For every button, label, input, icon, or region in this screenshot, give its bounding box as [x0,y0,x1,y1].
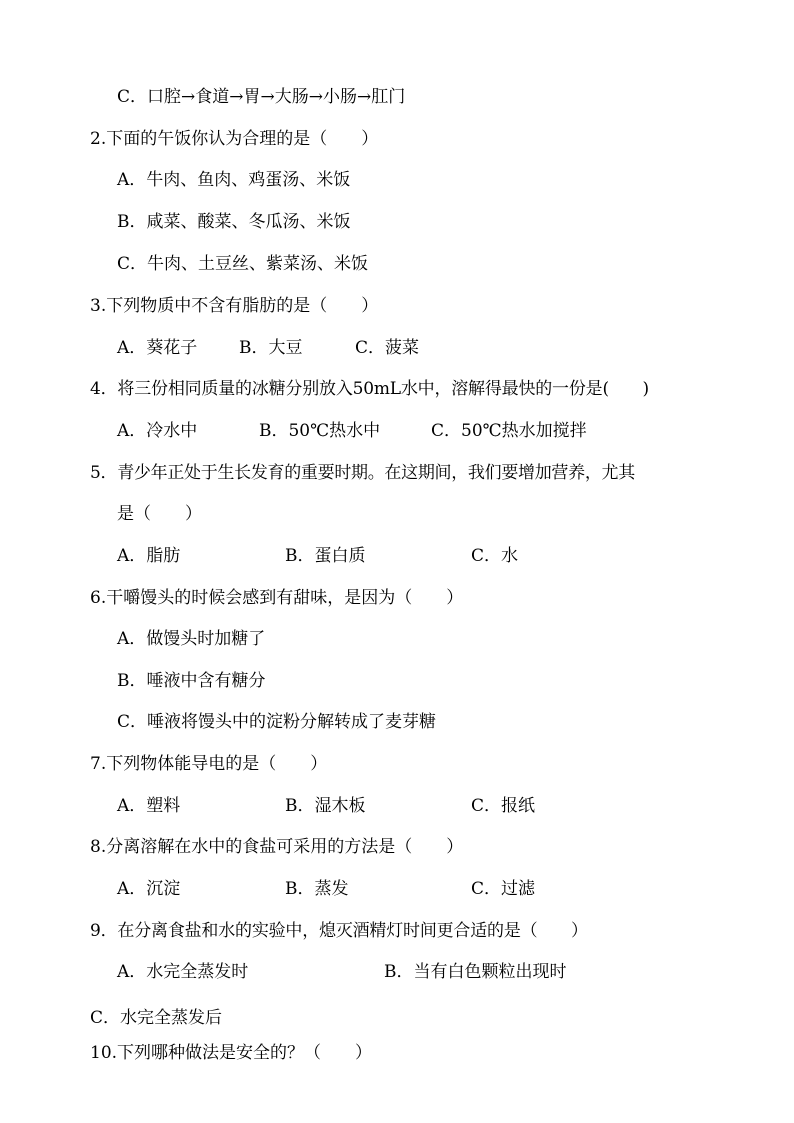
q3-options [117,337,419,359]
q2-option-a: A．牛肉、鱼肉、鸡蛋汤、米饭 [117,170,351,190]
q6-option-b: B．唾液中含有糖分 [117,671,266,691]
q7-option-c: C．报纸 [471,796,536,816]
q9-option-b: B．当有白色颗粒出现时 [384,962,567,982]
question-3: 3.下列物质中不含有脂肪的是（ ） [90,296,379,316]
q4-options [117,420,587,442]
q3-option-a: A．葵花子 [117,338,198,358]
q5-options [117,545,518,567]
q1-option-c: C．口腔→食道→胃→大肠→小肠→肛门 [117,87,406,107]
q7-options [117,795,535,817]
question-9: 9．在分离食盐和水的实验中，熄灭酒精灯时间更合适的是（ ） [90,921,588,941]
q6-option-a: A．做馒头时加糖了 [117,629,266,649]
q7-option-b: B．湿木板 [285,796,366,816]
q8-options [117,878,535,900]
question-5: 5．青少年正处于生长发育的重要时期。在这期间，我们要增加营养，尤其 [90,463,635,483]
q5-option-c: C．水 [471,546,519,566]
q4-option-a: A．冷水中 [117,421,198,441]
q3-option-c: C．菠菜 [355,338,420,358]
question-8: 8.分离溶解在水中的食盐可采用的方法是（ ） [90,837,464,857]
q4-option-c: C．50℃热水加搅拌 [431,421,587,441]
question-4: 4．将三份相同质量的冰糖分别放入50mL水中，溶解得最快的一份是( ) [90,379,649,399]
q9-option-a: A．水完全蒸发时 [117,962,249,982]
q5-option-b: B．蛋白质 [285,546,366,566]
q2-option-c: C．牛肉、土豆丝、紫菜汤、米饭 [117,254,369,274]
q7-option-a: A．塑料 [117,796,181,816]
question-6: 6.干嚼馒头的时候会感到有甜味，是因为（ ） [90,588,464,608]
q3-option-b: B．大豆 [239,338,303,358]
q5-option-a: A．脂肪 [117,546,181,566]
question-2: 2.下面的午饭你认为合理的是（ ） [90,129,379,149]
question-7: 7.下列物体能导电的是（ ） [90,754,328,774]
question-5-continuation: 是（ ） [117,504,202,524]
q9-options [117,961,567,983]
q2-option-b: B．咸菜、酸菜、冬瓜汤、米饭 [117,212,351,232]
q8-option-b: B．蒸发 [285,879,349,899]
q8-option-c: C．过滤 [471,879,536,899]
question-10: 10.下列哪种做法是安全的？（ ） [90,1043,373,1063]
q8-option-a: A．沉淀 [117,879,181,899]
q9-option-c: C．水完全蒸发后 [90,1008,223,1028]
q4-option-b: B．50℃热水中 [259,421,381,441]
q6-option-c: C．唾液将馒头中的淀粉分解转成了麦芽糖 [117,712,437,732]
